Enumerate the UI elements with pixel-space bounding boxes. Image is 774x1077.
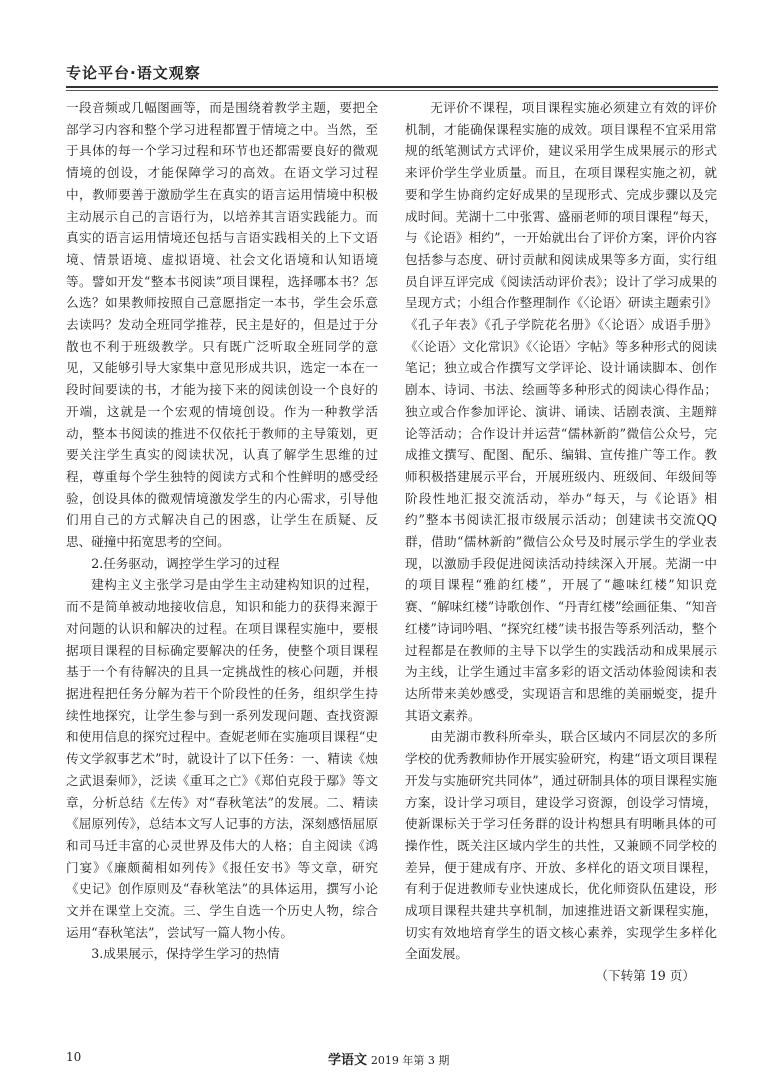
page-header (66, 62, 716, 83)
section-title: 专论平台·语文观察 (66, 64, 201, 82)
body-paragraph: 由芜湖市教科所牵头，联合区域内不同层次的多所学校的优秀教师协作开展实验研究，构建“语文项目课程开发与实施研究共同体”，通过研制具体的项目课程实施方案，设计学习项目，建设学习资源，创设学习情境，使新课标关于学习任务群的设计构想具有明晰具体的可操作性，既关注区域内学生的共性，又兼顾不同学校的差异，便于建成有序、开放、多样化的语文项目课程，有利于促进教师专业快速成长，优化师资队伍建设，形成项目课程共建共享机制，加速推进语文新课程实施，切实有效地培育学生的语文核心素养，实现学生多样化全面发展。 (405, 729, 717, 962)
body-paragraph: 无评价不课程，项目课程实施必须建立有效的评价机制，才能确保课程实施的成效。项目课程不宜采用常规的纸笔测试方式评价，建议采用学生成果展示的形式来评价学生学业质量。而且，在项目课程实施之初，就要和学生协商约定好成果的呈现形式、完成步骤以及完成时间。芜湖十二中张霄、盛丽老师的项目课程“每天，与《论语》相约”，一开始就出台了评价方案，评价内容包括参与态度、研讨贡献和阅读成果等多方面，实行组员自评互评完成《阅读活动评价表》；设计了学习成果的呈现方式；小组合作整理制作《〈论语〉研读主题索引》《孔子年表》《孔子学院花名册》《〈论语〉成语手册》《〈论语〉文化常识》《〈论语〉字帖》等多种形式的阅读笔记；独立或合作撰写文学评论、设计诵读脚本、创作剧本、诗词、书法、绘画等多种形式的阅读心得作品；独立或合作参加评论、演讲、诵读、话剧表演、主题辩论等活动；合作设计并运营“儒林新韵”微信公众号，完成推文撰写、配图、配乐、编辑、宣传推广等工作。教师积极搭建展示平台，开展班级内、班级间、年级间等阶段性地汇报交流活动，举办“每天，与《论语》相约”整本书阅读汇报市级展示活动；创建读书交流QQ群，借助“儒林新韵”微信公众号及时展示学生的学业表现，以激励手段促进阅读活动持续深入开展。芜湖一中的项目课程“雅韵红楼”，开展了“趣味红楼”知识竞赛、“解味红楼”诗歌创作、“丹青红楼”绘画征集、“知音红楼”诗词吟唱、“探究红楼”读书报告等系列活动，整个过程都是在教师的主导下以学生的实践活动和成果展示为主线，让学生通过丰富多彩的语文活动体验阅读和表达所带来美妙感受，实现语言和思维的美丽蜕变，提升其语文素养。 (405, 100, 717, 723)
header-rule (66, 86, 718, 88)
continued-note: （下转第 19 页） (595, 968, 695, 984)
section-heading: 2.任务驱动，调控学生学习的过程 (91, 555, 280, 571)
right-column (405, 97, 717, 987)
body-paragraph: 一段音频或几幅图画等，而是围绕着教学主题，要把全部学习内容和整个学习进程都置于情境之中。当然，至于具体的每一个学习过程和环节也还都需要良好的微观情境的创设，才能保障学习的高效。在语文学习过程中，教师要善于激励学生在真实的语言运用情境中积极主动展示自己的言语行为，以培养其言语实践能力。而真实的语言运用情境还包括与言语实践相关的上下文语境、情景语境、虚拟语境、社会文化语境和认知语境等。譬如开发“整本书阅读”项目课程，选择哪本书？怎么选？如果教师按照自己意愿指定一本书，学生会乐意去读吗？发动全班同学推荐，民主是好的，但是过于分散也不利于班级教学。只有既广泛听取全班同学的意见，又能够引导大家集中意见形成共识，选定一本在一段时间要读的书，才能为接下来的阅读创设一个良好的开端，这就是一个宏观的情境创设。作为一种教学活动，整本书阅读的推进不仅依托于教师的主导策划，更要关注学生真实的阅读状况，认真了解学生思维的过程，尊重每个学生独特的阅读方式和个性鲜明的感受经验，创设具体的微观情境激发学生的内心需求，引导他们用自己的方式解决自己的困惑，让学生在质疑、反思、碰撞中拓宽思考的空间。 (66, 100, 378, 550)
journal-issue: 2019 年第 3 期 (370, 1054, 450, 1067)
page-number: 10 (66, 1050, 82, 1064)
left-column (66, 97, 378, 965)
body-paragraph: 建构主义主张学习是由学生主动建构知识的过程，而不是简单被动地接收信息，知识和能力的获得来源于对问题的认识和解决的过程。在项目课程实施中，要根据项目课程的目标确定要解决的任务，使整个项目课程基于一个有待解决的且具一定挑战性的核心问题，并根据进程把任务分解为若干个阶段性的任务，组织学生持续性地探究，让学生参与到一系列发现问题、查找资源和使用信息的探究过程中。查妮老师在实施项目课程“史传文学叙事艺术”时，就设计了以下任务：一、精读《烛之武退秦师》，泛读《重耳之亡》《郑伯克段于鄢》等文章，分析总结《左传》对“春秋笔法”的发展。二、精读《屈原列传》，总结本文写人记事的方法，深刻感悟屈原和司马迁丰富的心灵世界及伟大的人格；自主阅读《鸿门宴》《廉颇蔺相如列传》《报任安书》等文章，研究《史记》创作原则及“春秋笔法”的具体运用，撰写小论文并在课堂上交流。三、学生自选一个历史人物，综合运用“春秋笔法”，尝试写一篇人物小传。 (66, 577, 378, 940)
header-rule-thin (66, 90, 718, 91)
journal-name: 学语文 (328, 1053, 368, 1068)
journal-info (328, 1049, 449, 1068)
page-footer (66, 1050, 718, 1068)
section-heading: 3.成果展示，保持学生学习的热情 (91, 946, 280, 962)
